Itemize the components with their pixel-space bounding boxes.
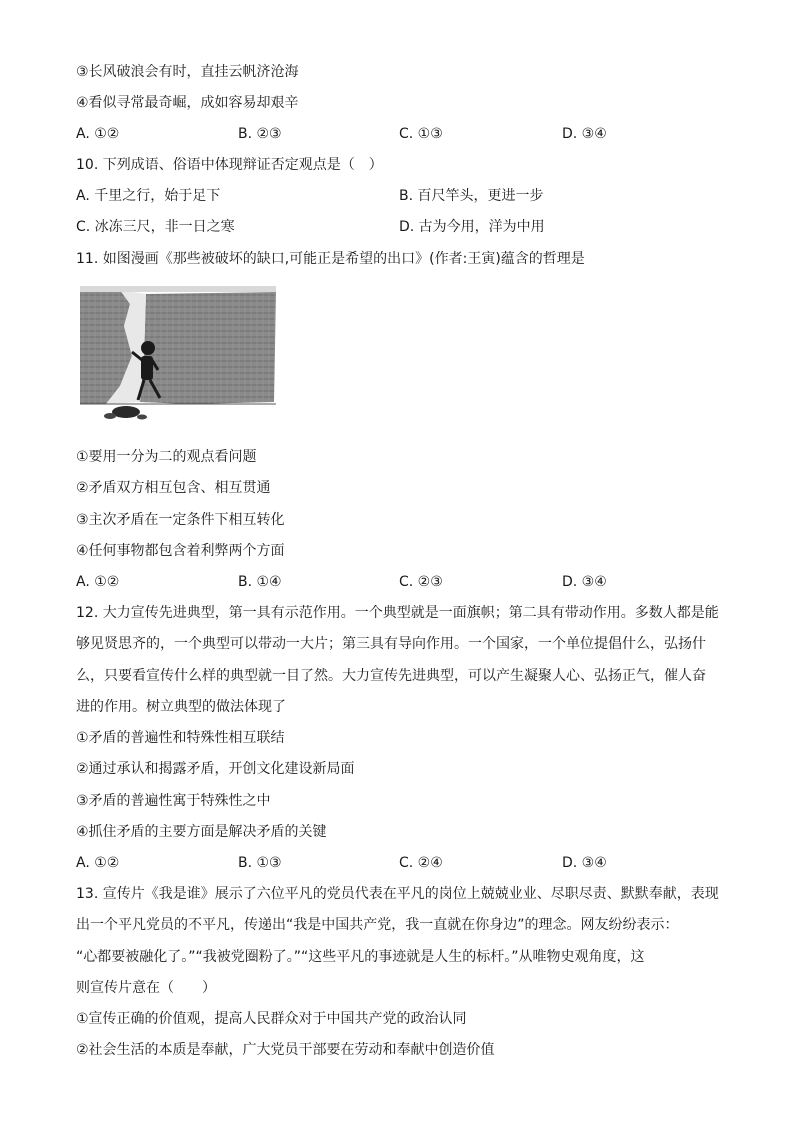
q12-item-3: ③矛盾的普遍性寓于特殊性之中 <box>76 793 271 809</box>
q12-option-d[interactable]: D. ③④ <box>562 855 607 871</box>
q12-option-c[interactable]: C. ②④ <box>399 855 443 871</box>
q11-option-a[interactable]: A. ①② <box>76 574 120 590</box>
q11-option-d[interactable]: D. ③④ <box>562 574 607 590</box>
q12-stem-line-2: 够见贤思齐的，一个典型可以带动一大片；第三具有导向作用。一个国家，一个单位提倡什么，弘扬什 <box>76 636 706 652</box>
q9-item-4: ④看似寻常最奇崛，成如容易却艰辛 <box>76 95 299 111</box>
q11-option-b[interactable]: B. ①④ <box>238 574 282 590</box>
q10-option-d[interactable]: D. 古为今用，洋为中用 <box>399 219 545 235</box>
q12-stem-line-4: 进的作用。树立典型的做法体现了 <box>76 699 286 715</box>
q12-stem-line-1: 12. 大力宣传先进典型，第一具有示范作用。一个典型就是一面旗帜；第二具有带动作用。多数人都是能 <box>76 605 719 621</box>
q10-options-row2 <box>76 217 736 237</box>
q13-stem-line-3: “心都要被融化了。”“我被党圈粉了。”“这些平凡的事迹就是人生的标杆。”从唯物史观角度，这 <box>76 949 645 965</box>
q12-item-1: ①矛盾的普遍性和特殊性相互联结 <box>76 730 285 746</box>
q9-options <box>76 124 736 144</box>
q11-option-c[interactable]: C. ②③ <box>399 574 443 590</box>
q9-option-a[interactable]: A. ①② <box>76 126 120 142</box>
q11-item-2: ②矛盾双方相互包含、相互贯通 <box>76 480 271 496</box>
q13-stem-line-4: 则宣传片意在（ ） <box>76 980 216 996</box>
q12-options <box>76 853 736 873</box>
q9-item-3: ③长风破浪会有时，直挂云帆济沧海 <box>76 64 299 80</box>
q12-option-b[interactable]: B. ①③ <box>238 855 282 871</box>
q12-stem-line-3: 么，只要看宣传什么样的典型就一目了然。大力宣传先进典型，可以产生凝聚人心、弘扬正气，催人奋 <box>76 668 706 684</box>
cartoon-illustration <box>80 286 276 426</box>
q11-item-1: ①要用一分为二的观点看问题 <box>76 449 257 465</box>
q11-item-3: ③主次矛盾在一定条件下相互转化 <box>76 512 285 528</box>
q12-item-4: ④抓住矛盾的主要方面是解决矛盾的关键 <box>76 824 327 840</box>
q11-item-4: ④任何事物都包含着利弊两个方面 <box>76 543 285 559</box>
q11-stem: 11. 如图漫画《那些被破坏的缺口,可能正是希望的出口》(作者:王寅)蕴含的哲理是 <box>76 251 585 267</box>
q12-option-a[interactable]: A. ①② <box>76 855 120 871</box>
q9-option-d[interactable]: D. ③④ <box>562 126 607 142</box>
q13-item-2: ②社会生活的本质是奉献，广大党员干部要在劳动和奉献中创造价值 <box>76 1042 495 1058</box>
q13-item-1: ①宣传正确的价值观，提高人民群众对于中国共产党的政治认同 <box>76 1011 467 1027</box>
q12-item-2: ②通过承认和揭露矛盾，开创文化建设新局面 <box>76 761 355 777</box>
q11-options <box>76 572 736 592</box>
q13-stem-line-1: 13. 宣传片《我是谁》展示了六位平凡的党员代表在平凡的岗位上兢兢业业、尽职尽责、默默奉献，表现 <box>76 886 719 902</box>
q13-stem-line-2: 出一个平凡党员的不平凡，传递出“我是中国共产党，我一直就在你身边”的理念。网友纷纷表示： <box>76 917 679 933</box>
cartoon-image <box>80 286 276 426</box>
q10-option-c[interactable]: C. 冰冻三尺，非一日之寒 <box>76 219 235 235</box>
q10-stem: 10. 下列成语、俗语中体现辩证否定观点是（ ） <box>76 157 383 173</box>
q9-option-c[interactable]: C. ①③ <box>399 126 443 142</box>
q9-option-b[interactable]: B. ②③ <box>238 126 282 142</box>
q10-option-b[interactable]: B. 百尺竿头，更进一步 <box>399 188 544 204</box>
q10-options-row1 <box>76 186 736 206</box>
q10-option-a[interactable]: A. 千里之行，始于足下 <box>76 188 221 204</box>
